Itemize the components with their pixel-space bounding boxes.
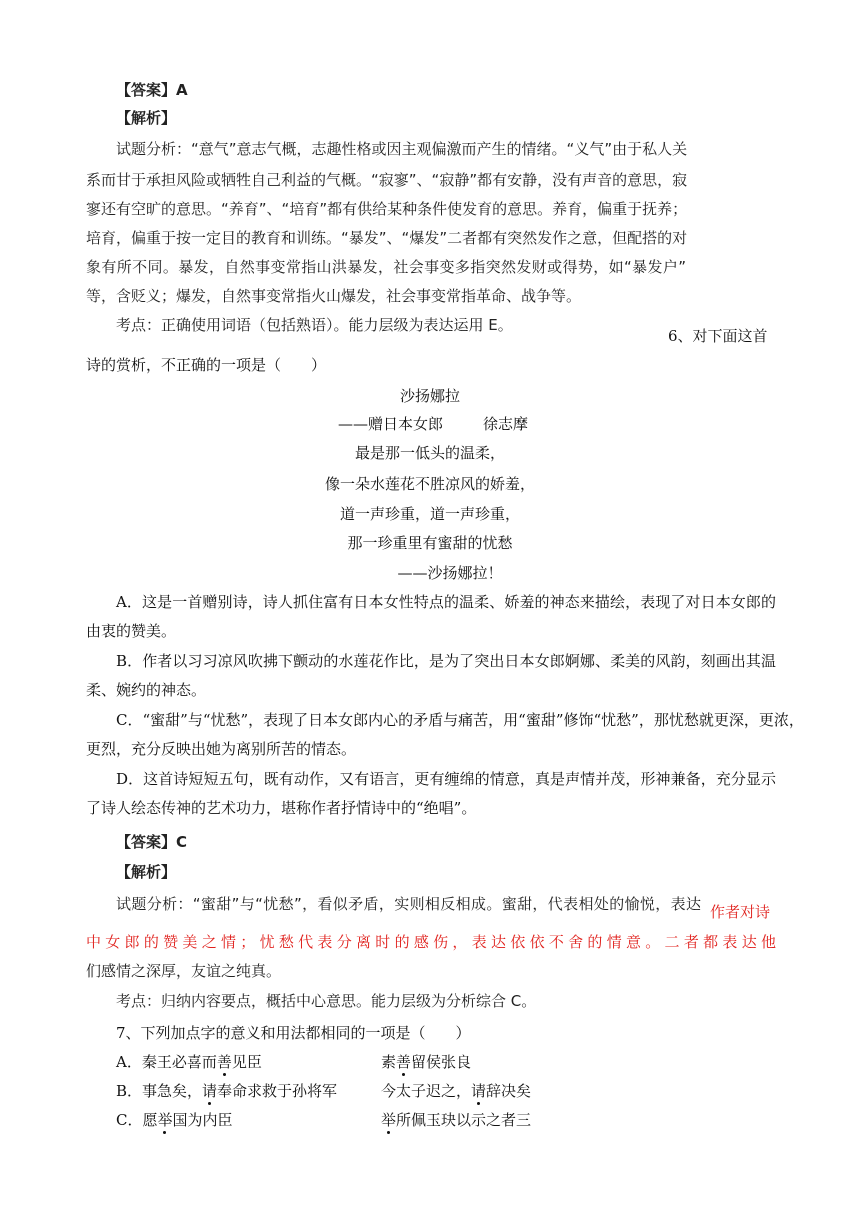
q6-option-a-line-1: A．这是一首赠别诗，诗人抓住富有日本女性特点的温柔、娇羞的神态来描绘，表现了对日本女郎的 xyxy=(116,593,776,611)
q6-answer-label: 【答案】C xyxy=(116,833,188,851)
q6-analysis-label: 【解析】 xyxy=(116,863,177,881)
q7-b-left-pre: B．事急矣， xyxy=(116,1082,203,1100)
q7-stem: 7、下列加点字的意义和用法都相同的一项是（ ） xyxy=(116,1024,471,1042)
q6-kaodian: 考点：归纳内容要点，概括中心意思。能力层级为分析综合 C。 xyxy=(116,992,537,1010)
q7-b-left-dotted: 请 xyxy=(202,1082,218,1100)
q7-c-left-pre: C．愿 xyxy=(116,1111,158,1129)
q5-analysis-line-4: 培育，偏重于按一定目的教育和训练。“暴发”、“爆发”二者都有突然发作之意，但配搭的对 xyxy=(86,229,688,247)
q5-analysis-line-3: 寥还有空旷的意思。“养育”、“培育”都有供给某种条件使发育的意思。养育，偏重于抚养； xyxy=(86,200,688,218)
poem-dedication: ——赠日本女郎 xyxy=(338,415,444,433)
q7-b-right-post: 辞决矣 xyxy=(486,1082,532,1100)
q7-a-left-pre: A．秦王必喜而 xyxy=(116,1053,217,1071)
q7-row-b-left xyxy=(116,1081,337,1101)
q7-row-a-left xyxy=(116,1052,262,1072)
q6-option-c-line-2: 更烈，充分反映出她为离别所苦的情态。 xyxy=(86,740,357,758)
poem-line-3: 道一声珍重，道一声珍重， xyxy=(339,505,520,523)
q6-analysis-red-1: 作者对诗 xyxy=(710,903,771,921)
q6-option-b-line-1: B．作者以习习凉风吹拂下颤动的水莲花作比，是为了突出日本女郎婀娜、柔美的风韵，刻画出其温 xyxy=(116,652,776,670)
poem-title: 沙扬娜拉 xyxy=(399,387,460,405)
q7-b-left-post: 奉命求救于孙将军 xyxy=(217,1082,338,1100)
q5-analysis-line-6: 等，含贬义；爆发，自然事变常指火山爆发，社会事变常指革命、战争等。 xyxy=(86,287,582,305)
q5-analysis-label: 【解析】 xyxy=(116,109,177,127)
q7-c-left-dotted: 举 xyxy=(157,1111,173,1129)
q7-row-c-left xyxy=(116,1110,233,1130)
q5-analysis-line-5: 象有所不同。暴发，自然事变常指山洪暴发，社会事变多指突然发财或得势，如“暴发户” xyxy=(86,258,686,276)
q7-a-right-post: 留侯张良 xyxy=(411,1053,472,1071)
q6-option-a-line-2: 由衷的赞美。 xyxy=(86,622,177,640)
q5-answer-label: 【答案】A xyxy=(116,81,188,99)
q5-analysis-line-2: 系而甘于承担风险或牺牲自己利益的气概。“寂寥”、“寂静”都有安静，没有声音的意思，寂 xyxy=(86,171,688,189)
q5-kaodian: 考点：正确使用词语（包括熟语）。能力层级为表达运用 E。 xyxy=(116,316,513,334)
q7-b-right-pre: 今太子迟之， xyxy=(381,1082,472,1100)
q7-row-b-right xyxy=(381,1081,531,1101)
poem-author: 徐志摩 xyxy=(483,415,529,433)
q7-a-right-dotted: 善 xyxy=(396,1053,412,1071)
q7-a-left-post: 见臣 xyxy=(231,1053,262,1071)
q7-b-right-dotted: 请 xyxy=(471,1082,487,1100)
q6-stem-part2: 诗的赏析，不正确的一项是（ ） xyxy=(86,356,327,374)
q7-c-left-post: 国为内臣 xyxy=(172,1111,233,1129)
q6-analysis-line-1: 试题分析：“蜜甜”与“忧愁”，看似矛盾，实则相反相成。蜜甜，代表相处的愉悦，表达 xyxy=(116,895,701,913)
q7-row-a-right xyxy=(381,1052,471,1072)
q6-option-b-line-2: 柔、婉约的神态。 xyxy=(86,681,207,699)
q5-analysis-line-1: 试题分析：“意气”意志气概，志趣性格或因主观偏激而产生的情绪。“义气”由于私人关 xyxy=(116,140,688,158)
poem-line-2: 像一朵水莲花不胜凉风的娇羞， xyxy=(324,475,535,493)
q7-c-right-post: 所佩玉玦以示之者三 xyxy=(396,1111,532,1129)
q6-analysis-red-2: 中女郎的赞美之情；忧愁代表分离时的感伤，表达依依不舍的情意。二者都表达他 xyxy=(86,933,776,951)
q6-option-d-line-2: 了诗人绘态传神的艺术功力，堪称作者抒情诗中的“绝唱”。 xyxy=(86,799,477,817)
q6-option-c-line-1: C．“蜜甜”与“忧愁”，表现了日本女郎内心的矛盾与痛苦，用“蜜甜”修饰“忧愁”，那忧愁就更深，更浓， xyxy=(116,711,804,729)
q7-a-left-dotted: 善 xyxy=(216,1053,232,1071)
q6-option-d-line-1: D．这首诗短短五句，既有动作，又有语言，更有缠绵的情意，真是声情并茂，形神兼备，充分显示 xyxy=(116,770,776,788)
q7-row-c-right xyxy=(381,1110,531,1130)
poem-line-5: ——沙扬娜拉！ xyxy=(397,564,503,582)
poem-line-4: 那一珍重里有蜜甜的忧愁 xyxy=(347,534,513,552)
q6-stem-part1: 6、对下面这首 xyxy=(668,327,768,345)
q6-analysis-line-3: 们感情之深厚，友谊之纯真。 xyxy=(86,962,282,980)
q7-c-right-dotted: 举 xyxy=(381,1111,397,1129)
poem-line-1: 最是那一低头的温柔， xyxy=(354,444,505,462)
q7-a-right-pre: 素 xyxy=(381,1053,397,1071)
